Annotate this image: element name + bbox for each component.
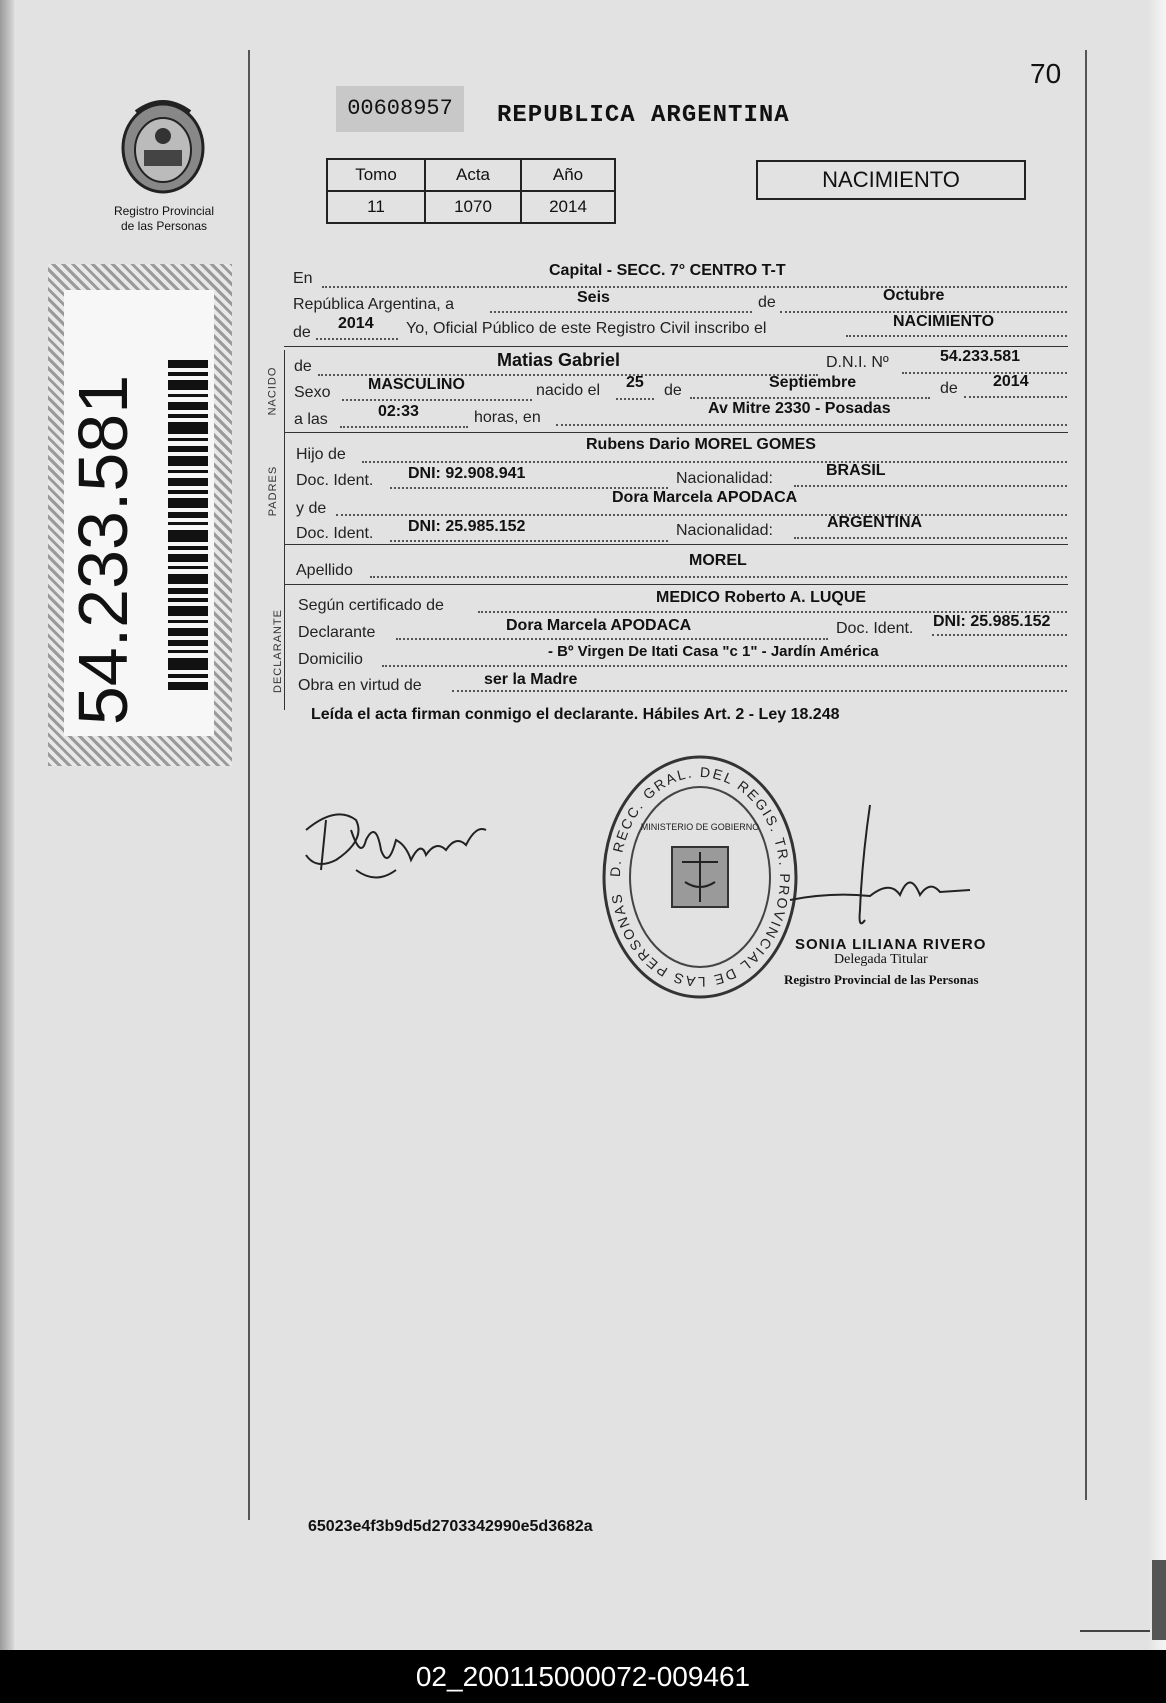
day-dots bbox=[490, 311, 752, 313]
domicilio-value: - Bº Virgen De Itati Casa "c 1" - Jardín América bbox=[548, 643, 879, 660]
section-bracket-line bbox=[284, 350, 285, 710]
a-las-label: a las bbox=[294, 411, 328, 428]
seal-outer-text: D. RECC. GRAL. DEL REGIS. TR. PROVINCIAL DE LAS PERSONAS bbox=[606, 763, 794, 991]
coat-of-arms-icon bbox=[116, 92, 210, 196]
de-label: de bbox=[758, 294, 776, 311]
hijo-label: Hijo de bbox=[296, 446, 346, 463]
y-de-label: y de bbox=[296, 500, 327, 517]
volume-table-value-row bbox=[327, 191, 615, 223]
registry-name-line2: de las Personas bbox=[120, 219, 208, 233]
father-doc-value: DNI: 92.908.941 bbox=[408, 465, 526, 482]
domicilio-dots bbox=[382, 665, 1067, 667]
birth-month-dots bbox=[690, 397, 930, 399]
declarante-label: Declarante bbox=[298, 624, 376, 641]
yo-label: Yo, Oficial Público de este Registro Civil inscribo el bbox=[406, 320, 767, 337]
apellido-dots bbox=[370, 576, 1067, 578]
footer-id-bar bbox=[0, 1650, 1166, 1703]
obra-dots bbox=[452, 690, 1067, 692]
en-label: En bbox=[293, 270, 313, 287]
obra-value: ser la Madre bbox=[484, 671, 578, 688]
sexo-label: Sexo bbox=[294, 384, 331, 401]
record-type-box: NACIMIENTO bbox=[756, 160, 1026, 200]
seal-inner-text: MINISTERIO DE GOBIERNO bbox=[640, 822, 760, 832]
volume-table bbox=[326, 158, 616, 224]
father-name-dots bbox=[362, 461, 1067, 463]
left-margin-line bbox=[248, 50, 250, 1520]
document-hash: 65023e4f3b9d5d2703342990e5d3682a bbox=[308, 1518, 593, 1535]
acta-header: Acta bbox=[425, 159, 521, 191]
mother-doc-dots bbox=[390, 540, 668, 542]
provincial-logo bbox=[116, 92, 210, 196]
father-nationality-label: Nacionalidad: bbox=[676, 470, 773, 487]
domicilio-label: Domicilio bbox=[298, 651, 363, 668]
declarante-value: Dora Marcela APODACA bbox=[506, 617, 692, 634]
right-margin-line bbox=[1085, 50, 1087, 1500]
horas-label: horas, en bbox=[474, 409, 541, 426]
tomo-value: 11 bbox=[327, 191, 425, 223]
acta-value: 1070 bbox=[425, 191, 521, 223]
declarante-doc-dots bbox=[932, 634, 1067, 636]
registry-name-line1: Registro Provincial bbox=[113, 204, 215, 218]
apellido-separator bbox=[284, 584, 1068, 585]
sexo-dots bbox=[342, 399, 532, 401]
place-dots bbox=[556, 424, 1067, 426]
year-value: 2014 bbox=[338, 315, 374, 332]
padres-section-label: PADRES bbox=[267, 465, 280, 517]
nacido-de-label3: de bbox=[940, 380, 958, 397]
father-name-value: Rubens Dario MOREL GOMES bbox=[586, 436, 816, 453]
officer-title: Delegada Titular bbox=[834, 952, 928, 967]
mother-doc-value: DNI: 25.985.152 bbox=[408, 518, 526, 535]
birth-day-dots bbox=[616, 398, 654, 400]
year-dots bbox=[316, 338, 398, 340]
father-nationality-value: BRASIL bbox=[826, 462, 886, 479]
page-number: 70 bbox=[1030, 58, 1062, 89]
page-left-edge bbox=[0, 0, 14, 1650]
birth-place-value: Av Mitre 2330 - Posadas bbox=[708, 400, 891, 417]
scanner-edge-mark bbox=[1152, 1560, 1166, 1640]
declarante-doc-value: DNI: 25.985.152 bbox=[933, 613, 1051, 630]
apellido-value: MOREL bbox=[689, 552, 747, 569]
anio-header: Año bbox=[521, 159, 615, 191]
time-dots bbox=[340, 426, 468, 428]
mother-nationality-value: ARGENTINA bbox=[827, 514, 923, 531]
closing-text: Leída el acta firman conmigo el declarante. Hábiles Art. 2 - Ley 18.248 bbox=[311, 706, 840, 723]
volume-table-header-row bbox=[327, 159, 615, 191]
barcode-number: 54.233.581 bbox=[64, 374, 142, 726]
officer-signature bbox=[770, 800, 970, 950]
declarante-dots bbox=[396, 638, 828, 640]
mother-doc-label: Doc. Ident. bbox=[296, 525, 374, 542]
inscribo-value: NACIMIENTO bbox=[893, 313, 995, 330]
birth-year-dots bbox=[964, 396, 1067, 398]
mother-nationality-label: Nacionalidad: bbox=[676, 522, 773, 539]
en-value: Capital - SECC. 7° CENTRO T-T bbox=[549, 262, 786, 279]
de2-label: de bbox=[293, 324, 311, 341]
obra-label: Obra en virtud de bbox=[298, 677, 422, 694]
barcode-inner bbox=[64, 290, 214, 736]
declarant-signature bbox=[296, 800, 496, 900]
father-nat-dots bbox=[794, 485, 1067, 487]
officer-name: SONIA LILIANA RIVERO bbox=[795, 936, 987, 953]
nacido-de-label: de bbox=[294, 358, 312, 375]
mother-name-value: Dora Marcela APODACA bbox=[612, 489, 798, 506]
birth-day-value: 25 bbox=[626, 374, 644, 391]
barcode-panel bbox=[48, 264, 232, 766]
footer-id: 02_200115000072-009461 bbox=[415, 1661, 751, 1692]
padres-separator bbox=[284, 544, 1068, 545]
officer-office: Registro Provincial de las Personas bbox=[784, 972, 979, 987]
tomo-header: Tomo bbox=[327, 159, 425, 191]
en-dots bbox=[322, 286, 1067, 288]
cert-label: Según certificado de bbox=[298, 597, 444, 614]
apellido-label: Apellido bbox=[296, 562, 353, 579]
dni-label: D.N.I. Nº bbox=[826, 354, 889, 371]
dni-dots bbox=[902, 372, 1067, 374]
mother-nat-dots bbox=[794, 537, 1067, 539]
republica-label: República Argentina, a bbox=[293, 296, 454, 313]
nacido-el-label: nacido el bbox=[536, 382, 601, 399]
child-name-value: Matias Gabriel bbox=[497, 350, 621, 370]
child-dni-value: 54.233.581 bbox=[940, 348, 1021, 365]
birth-month-value: Septiembre bbox=[769, 374, 857, 391]
day-value: Seis bbox=[577, 289, 610, 306]
time-value: 02:33 bbox=[378, 403, 419, 420]
declarante-doc-label: Doc. Ident. bbox=[836, 620, 914, 637]
intro-separator bbox=[284, 346, 1068, 347]
nacido-de-label2: de bbox=[664, 382, 682, 399]
page-right-edge bbox=[1148, 0, 1166, 1650]
country-title: REPUBLICA ARGENTINA bbox=[497, 102, 790, 129]
barcode-bars-icon bbox=[168, 360, 208, 690]
document-number: 00608957 bbox=[336, 86, 464, 132]
birth-year-value: 2014 bbox=[993, 373, 1029, 390]
bottom-edge-line bbox=[1080, 1630, 1150, 1632]
cert-value: MEDICO Roberto A. LUQUE bbox=[656, 589, 867, 606]
month-value: Octubre bbox=[883, 287, 945, 304]
father-doc-label: Doc. Ident. bbox=[296, 472, 374, 489]
declarante-section-label: DECLARANTE bbox=[271, 609, 284, 693]
inscribo-dots bbox=[846, 335, 1067, 337]
mother-name-dots bbox=[336, 514, 1067, 516]
nacido-separator bbox=[284, 432, 1068, 433]
nacido-section-label: NACIDO bbox=[266, 366, 279, 416]
sexo-value: MASCULINO bbox=[368, 376, 465, 393]
anio-value: 2014 bbox=[521, 191, 615, 223]
